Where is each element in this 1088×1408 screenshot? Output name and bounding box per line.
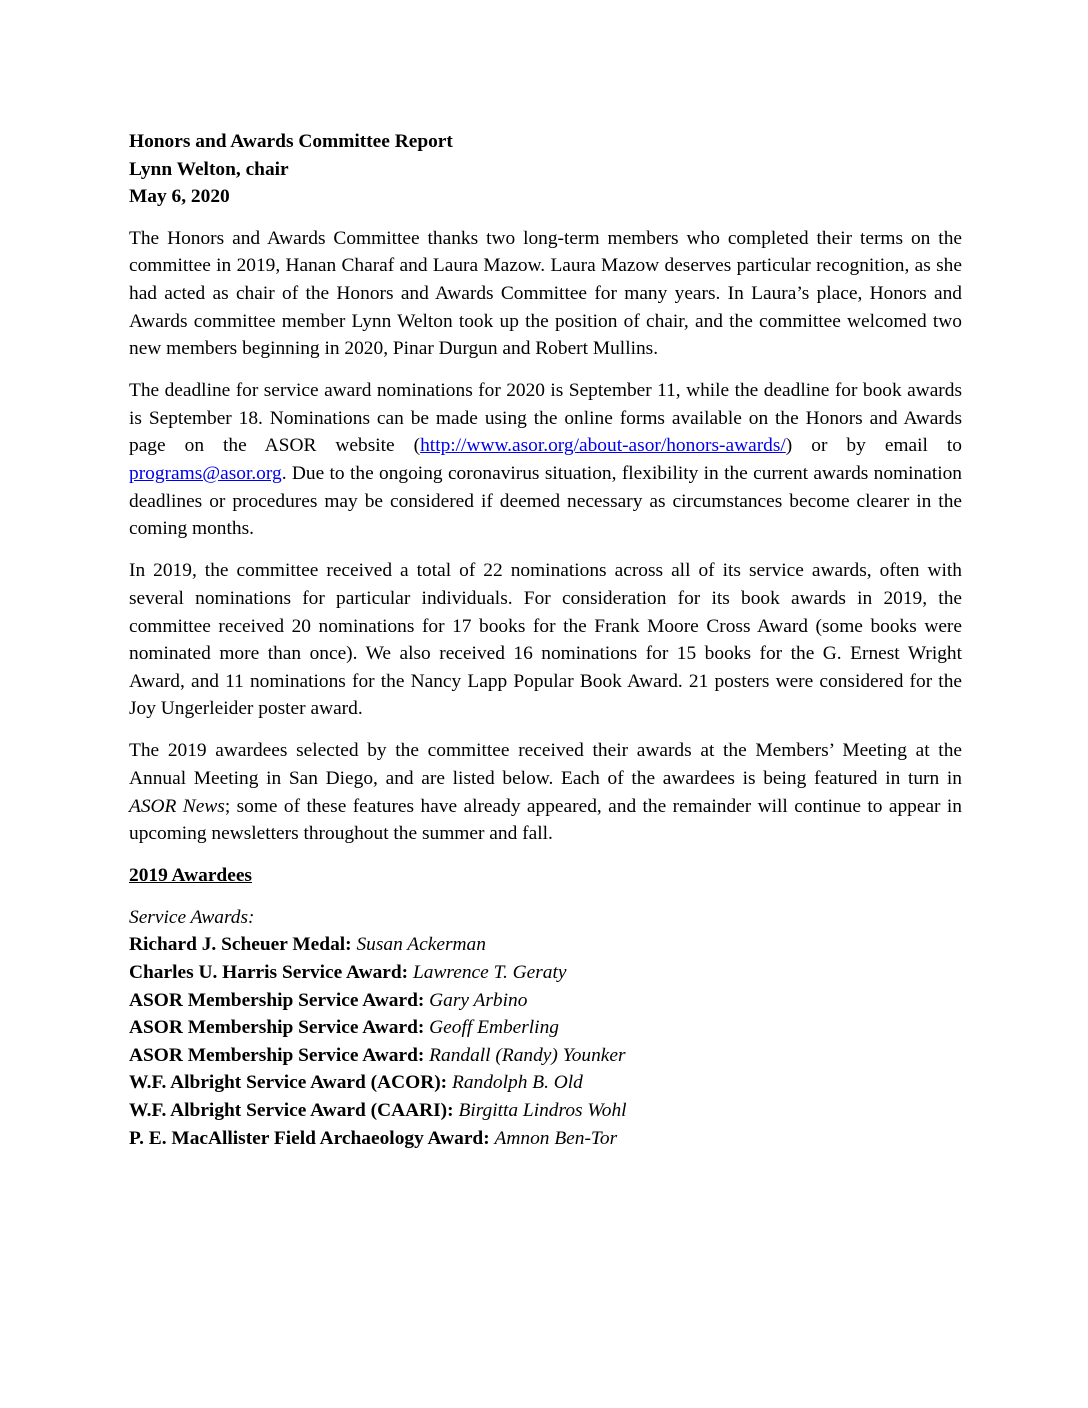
award-name: P. E. MacAllister Field Archaeology Award: <box>129 1127 490 1149</box>
website-link[interactable]: http://www.asor.org/about-asor/honors-awards/ <box>420 435 786 457</box>
award-row <box>129 987 962 1015</box>
paragraph-committee-members: The Honors and Awards Committee thanks two long-term members who completed their terms on the committee in 2019, Hanan Charaf and Laura Mazow. Laura Mazow deserves particular recognition, as she had acted as chair of the Honors and Awards Committee for many years. In Laura’s place, Honors and Awards committee member Lynn Welton took up the position of chair, and the committee welcomed two new members beginning in 2020, Pinar Durgun and Robert Mullins. <box>129 227 962 360</box>
paragraph-awardees-text-1: The 2019 awardees selected by the committee received their awards at the Members’ Meeting at the Annual Meeting in San Diego, and are listed below. Each of the awardees is being featured in turn in <box>129 740 962 789</box>
report-title: Honors and Awards Committee Report <box>129 131 453 152</box>
report-author: Lynn Welton, chair <box>129 158 289 180</box>
award-name: W.F. Albright Service Award (ACOR): <box>129 1072 448 1094</box>
award-name: ASOR Membership Service Award: <box>129 989 425 1011</box>
award-recipient: Birgitta Lindros Wohl <box>458 1100 627 1121</box>
paragraph-deadlines-text-3: . Due to the ongoing coronavirus situation, flexibility in the current awards nomination deadlines or procedures may be considered if deemed necessary as circumstances become clearer in the coming months. <box>129 463 962 540</box>
paragraph-deadlines <box>129 377 962 543</box>
paragraph-awardees-text-2: ; some of these features have already appeared, and the remainder will continue to appear in upcoming newsletters throughout the summer and fall. <box>129 795 962 845</box>
paragraph-awardees-intro <box>129 737 962 847</box>
award-row <box>129 1097 962 1125</box>
report-header <box>129 128 962 211</box>
paragraph-nominations: In 2019, the committee received a total of 22 nominations across all of its service awards, often with several nominations for particular individuals. For consideration for its book awards in 2019, the committee received 20 nominations for 17 books for the Frank Moore Cross Award (some books were nominated more than once). We also received 16 nominations for 15 books for the G. Ernest Wright Award, and 11 nominations for the Nancy Lapp Popular Book Award. 21 posters were considered for the Joy Ungerleider poster award. <box>129 560 962 720</box>
award-row <box>129 1042 962 1070</box>
awardees-section-title: 2019 Awardees <box>129 865 252 887</box>
award-recipient: Gary Arbino <box>429 989 528 1011</box>
awardees-list <box>129 904 962 1152</box>
paragraph-deadlines-text-2: ) or by email to <box>785 435 962 457</box>
award-recipient: Randolph B. Old <box>452 1072 583 1094</box>
award-row <box>129 1125 962 1153</box>
award-recipient: Randall (Randy) Younker <box>429 1044 626 1066</box>
award-row <box>129 1014 962 1042</box>
award-recipient: Geoff Emberling <box>429 1017 559 1039</box>
paragraph-deadlines-text-1: The deadline for service award nominations for 2020 is September 11, while the deadline for book awards is September 18. Nominations can be made using the online forms available on the Honors and Awards page on the ASOR website ( <box>129 380 962 457</box>
asor-news-title: ASOR News <box>129 795 225 817</box>
award-name: Richard J. Scheuer Medal: <box>129 934 352 956</box>
award-name: W.F. Albright Service Award (CAARI): <box>129 1100 454 1121</box>
report-date: May 6, 2020 <box>129 186 230 208</box>
service-awards-subheading: Service Awards: <box>129 906 255 928</box>
award-recipient: Amnon Ben-Tor <box>494 1127 618 1149</box>
award-name: Charles U. Harris Service Award: <box>129 962 409 984</box>
document-page <box>129 128 962 1152</box>
award-row <box>129 959 962 987</box>
award-name: ASOR Membership Service Award: <box>129 1044 425 1066</box>
award-row <box>129 1069 962 1097</box>
email-link[interactable]: programs@asor.org <box>129 463 282 485</box>
award-recipient: Susan Ackerman <box>356 934 486 956</box>
award-name: ASOR Membership Service Award: <box>129 1017 425 1039</box>
award-row <box>129 931 962 959</box>
award-recipient: Lawrence T. Geraty <box>413 962 567 984</box>
